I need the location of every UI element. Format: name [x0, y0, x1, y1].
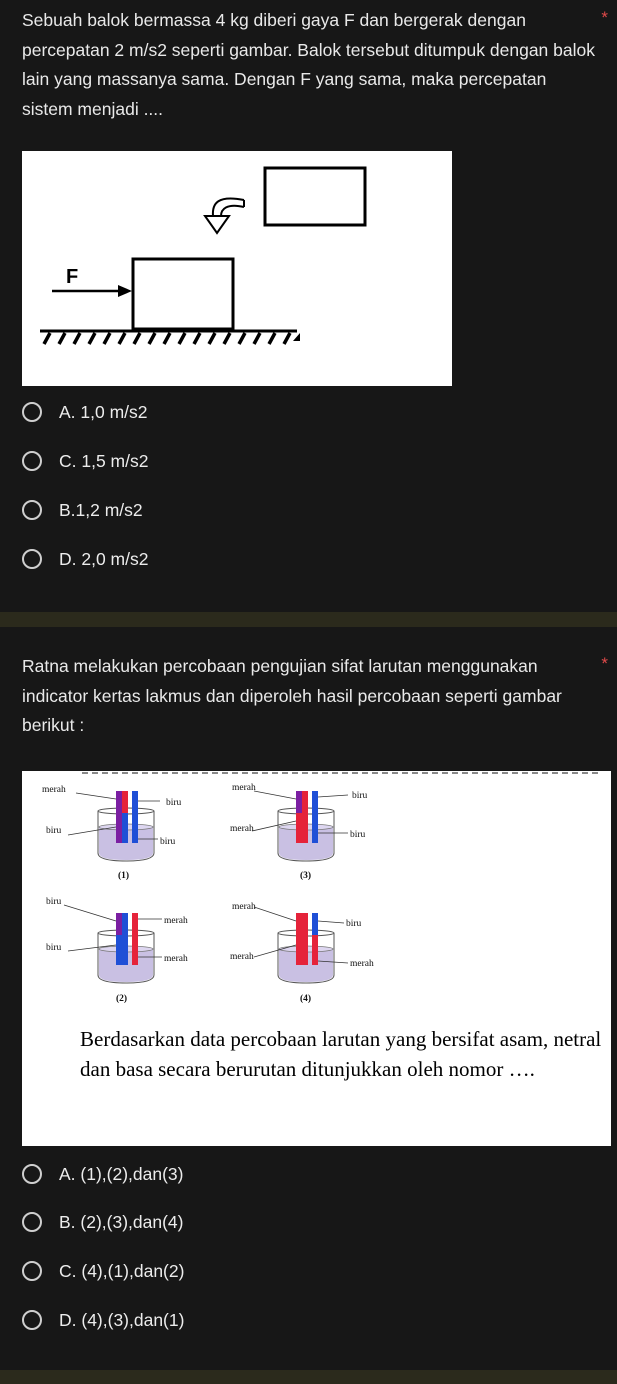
- label-biru: biru: [350, 830, 366, 840]
- beaker-4: [230, 902, 374, 1004]
- option-a[interactable]: [22, 398, 148, 426]
- radio-button[interactable]: [22, 1261, 42, 1281]
- radio-button[interactable]: [22, 549, 42, 569]
- label-merah: merah: [164, 954, 188, 964]
- option-b[interactable]: [22, 1208, 183, 1236]
- curved-arrow-icon: [205, 198, 244, 233]
- option-label: B.1,2 m/s2: [59, 499, 143, 520]
- figure-caption: Berdasarkan data percobaan larutan yang bersifat asam, netral dan basa secara berurutan ditunjukkan oleh nomor ….: [80, 1027, 602, 1081]
- radio-button[interactable]: [22, 451, 42, 471]
- label-merah: merah: [232, 783, 256, 793]
- force-label: F: [66, 266, 79, 288]
- radio-button[interactable]: [22, 402, 42, 422]
- radio-button[interactable]: [22, 1164, 42, 1184]
- option-c[interactable]: [22, 1257, 184, 1285]
- option-a[interactable]: [22, 1160, 183, 1188]
- top-block: [265, 168, 365, 225]
- option-b[interactable]: [22, 496, 143, 524]
- question-1-text: Sebuah balok bermassa 4 kg diberi gaya F dan bergerak dengan percepatan 2 m/s2 seperti gambar. Balok tersebut ditumpuk dengan balok lain yang massanya sama. Dengan F yang sama, maka percepatan sistem menjadi ....: [22, 10, 595, 119]
- option-label: C. 1,5 m/s2: [59, 450, 149, 471]
- label-biru: biru: [352, 791, 368, 801]
- option-d[interactable]: [22, 1306, 184, 1334]
- label-merah: merah: [164, 916, 188, 926]
- label-biru: biru: [166, 798, 182, 808]
- required-mark: *: [601, 8, 608, 27]
- option-label: C. (4),(1),dan(2): [59, 1260, 185, 1281]
- label-biru: biru: [46, 826, 62, 836]
- beaker-number: (2): [116, 994, 128, 1004]
- label-biru: biru: [46, 897, 62, 907]
- label-biru: biru: [46, 943, 62, 953]
- option-label: D. (4),(3),dan(1): [59, 1309, 185, 1330]
- question-2-text: Ratna melakukan percobaan pengujian sifat larutan menggunakan indicator kertas lakmus dan diperoleh hasil percobaan seperti gambar berikut :: [22, 656, 562, 735]
- option-label: D. 2,0 m/s2: [59, 548, 149, 569]
- label-merah: merah: [350, 959, 374, 969]
- beaker-number: (4): [300, 994, 312, 1004]
- beaker-2: [46, 897, 188, 1004]
- label-merah: merah: [232, 902, 256, 912]
- option-d[interactable]: [22, 545, 148, 573]
- radio-button[interactable]: [22, 1310, 42, 1330]
- option-c[interactable]: [22, 447, 148, 475]
- beaker-3: [230, 783, 368, 881]
- radio-button[interactable]: [22, 500, 42, 520]
- radio-button[interactable]: [22, 1212, 42, 1232]
- required-mark: *: [601, 654, 608, 673]
- beaker-number: (1): [118, 871, 130, 881]
- section-divider: [0, 1370, 617, 1384]
- ground-hatch: [44, 333, 290, 344]
- beaker-1: [42, 785, 182, 881]
- option-label: B. (2),(3),dan(4): [59, 1211, 184, 1232]
- label-merah: merah: [230, 824, 254, 834]
- block: [133, 259, 233, 329]
- question-2-figure: [22, 771, 611, 1146]
- question-1-figure: [22, 151, 452, 386]
- label-biru: biru: [346, 919, 362, 929]
- beaker-number: (3): [300, 871, 312, 881]
- section-divider: [0, 612, 617, 627]
- option-label: A. 1,0 m/s2: [59, 401, 148, 422]
- option-label: A. (1),(2),dan(3): [59, 1163, 184, 1184]
- label-merah: merah: [42, 785, 66, 795]
- label-merah: merah: [230, 952, 254, 962]
- label-biru: biru: [160, 837, 176, 847]
